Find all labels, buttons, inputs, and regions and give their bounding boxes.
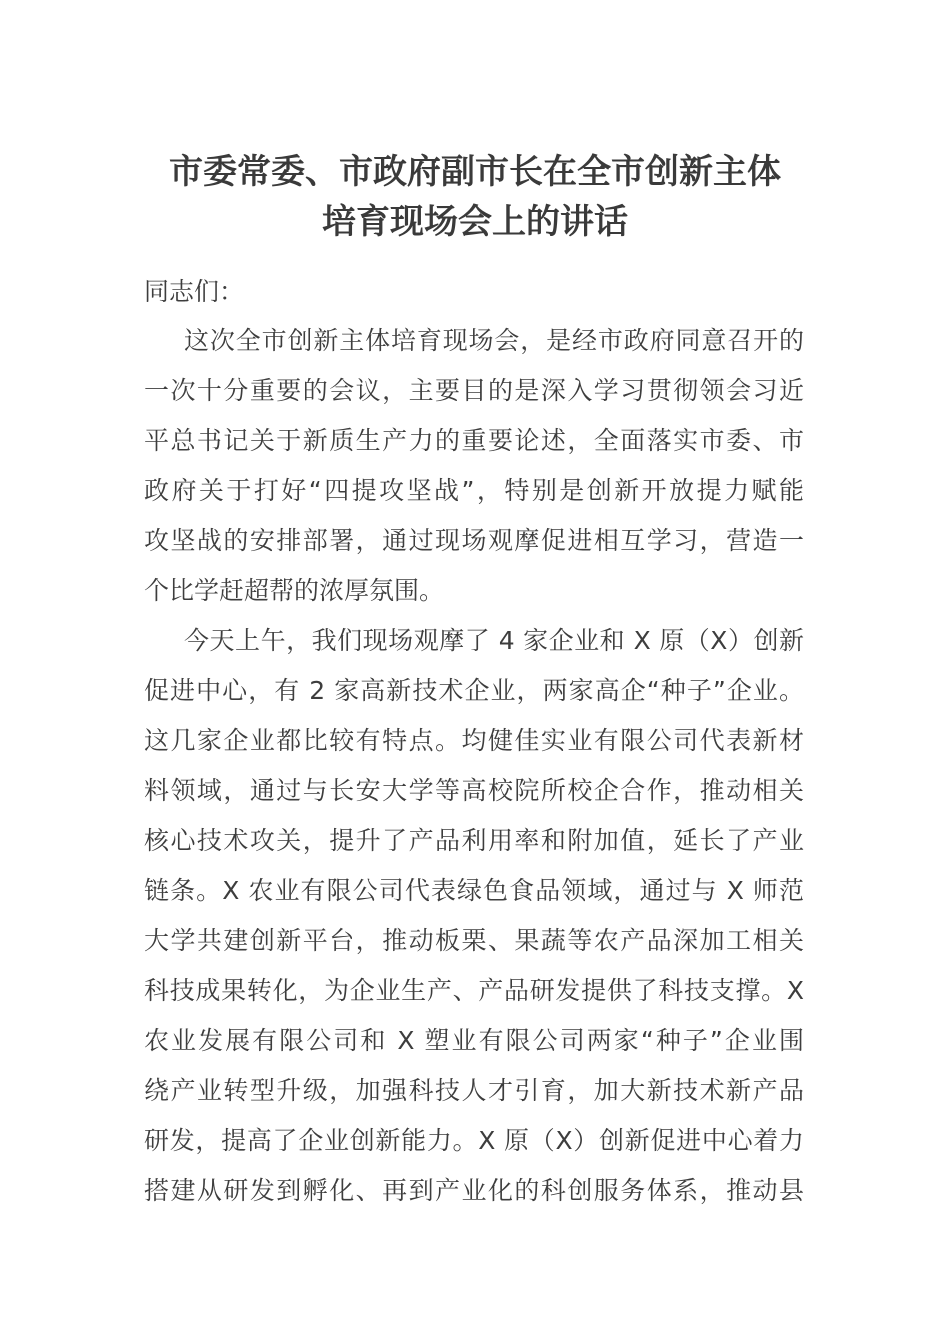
paragraph-2-line-11: 研发，提高了企业创新能力。X 原（X）创新促进中心着力 [144,1126,804,1155]
paragraph-1-line-3: 平总书记关于新质生产力的重要论述，全面落实市委、市 [144,426,804,455]
paragraph-2-line-2: 促进中心，有 2 家高新技术企业，两家高企“种子”企业。 [144,676,804,705]
paragraph-2-line-12: 搭建从研发到孵化、再到产业化的科创服务体系，推动县 [144,1176,804,1205]
paragraph-2-line-5: 核心技术攻关，提升了产品利用率和附加值，延长了产业 [144,826,804,855]
document-title-line-1: 市委常委、市政府副市长在全市创新主体 [169,152,781,192]
paragraph-2-line-3: 这几家企业都比较有特点。均健佳实业有限公司代表新材 [144,726,804,755]
paragraph-2-line-6: 链条。X 农业有限公司代表绿色食品领域，通过与 X 师范 [144,876,804,905]
paragraph-1-line-1: 这次全市创新主体培育现场会，是经市政府同意召开的 [184,326,804,355]
paragraph-1-line-6: 个比学赶超帮的浓厚氛围。 [144,576,445,605]
paragraph-2-line-1: 今天上午，我们现场观摩了 4 家企业和 X 原（X）创新 [184,626,804,655]
document-title-line-2: 培育现场会上的讲话 [322,202,628,242]
paragraph-2-line-8: 科技成果转化，为企业生产、产品研发提供了科技支撑。X [144,976,804,1005]
paragraph-2-line-4: 料领域，通过与长安大学等高校院所校企合作，推动相关 [144,776,804,805]
paragraph-2-line-9: 农业发展有限公司和 X 塑业有限公司两家“种子”企业围 [144,1026,804,1055]
paragraph-2-line-7: 大学共建创新平台，推动板栗、果蔬等农产品深加工相关 [144,926,804,955]
paragraph-1-line-2: 一次十分重要的会议，主要目的是深入学习贯彻领会习近 [144,376,804,405]
paragraph-2-line-10: 绕产业转型升级，加强科技人才引育，加大新技术新产品 [144,1076,804,1105]
paragraph-1-line-4: 政府关于打好“四提攻坚战”，特别是创新开放提力赋能 [144,476,804,505]
paragraph-1-line-5: 攻坚战的安排部署，通过现场观摩促进相互学习，营造一 [144,526,804,555]
salutation: 同志们： [144,277,245,306]
